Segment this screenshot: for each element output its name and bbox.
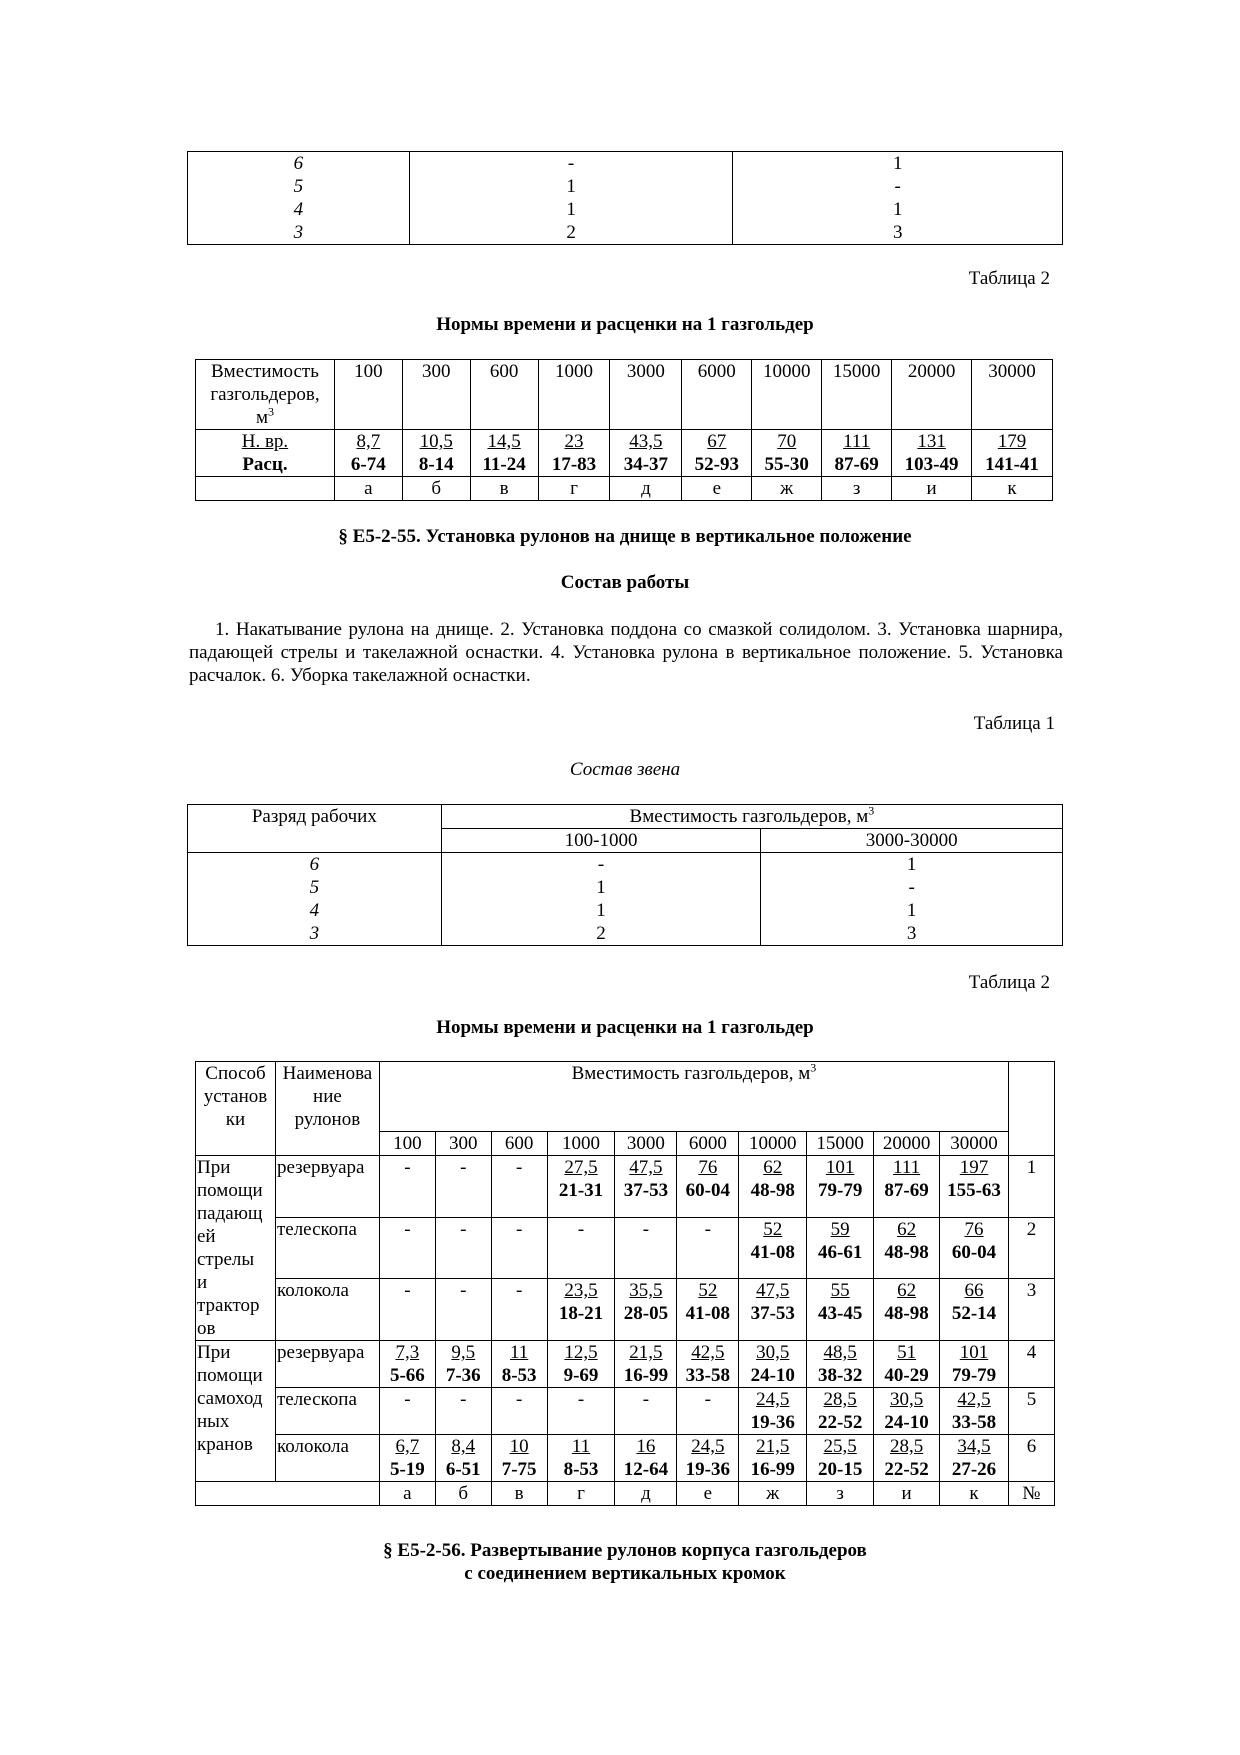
count-cell: 3 [761,922,1063,946]
norm-cell: 52 41-08 [677,1279,739,1341]
norm-cell: 30,5 24-10 [739,1341,807,1388]
grade-cell: 4 [188,899,442,922]
norm-cell: 9,5 7-36 [435,1341,491,1388]
capacity-header-cell: 1000 [538,360,610,430]
norm-cell: 24,5 19-36 [677,1435,739,1482]
table-row [188,175,1063,198]
norm-cell: 6,7 5-19 [379,1435,435,1482]
norm-cell: 30,5 24-10 [874,1388,940,1435]
norm-cell: - [615,1388,677,1435]
roll-name-cell: резервуара [275,1341,379,1388]
norm-cell: 35,5 28-05 [615,1279,677,1341]
section-heading: § Е5-2-55. Установка рулонов на днище в вертикальное положение [338,526,912,547]
installation-norms-table [195,1061,1055,1506]
norm-cell: 66 52-14 [940,1279,1009,1341]
column-letter: а [379,1482,435,1506]
norm-cell: 8,7 6-74 [334,430,402,477]
table-row [188,899,1063,922]
empty-cell [196,477,335,501]
norm-cell: 24,5 19-36 [739,1388,807,1435]
column-letter: г [547,1482,615,1506]
count-cell: 3 [733,221,1063,245]
norm-cell: - [547,1388,615,1435]
norm-cell: 59 46-61 [807,1217,874,1279]
norm-cell: - [435,1388,491,1435]
grade-cell: 6 [188,853,442,877]
norm-cell: 70 55-30 [752,430,822,477]
capacity-header-cell: 10000 [752,360,822,430]
norm-cell: - [547,1217,615,1279]
norm-cell: 23 17-83 [538,430,610,477]
roll-name-cell: резервуара [275,1156,379,1218]
grade-cell: 5 [188,175,410,198]
capacity-group-header: Вместимость газгольдеров, $м^3$ [441,805,1062,829]
norm-cell: - [379,1388,435,1435]
capacity-header-cell: 30000 [940,1132,1009,1156]
crew-table [187,804,1063,946]
column-letter: д [615,1482,677,1506]
section-heading: § Е5-2-56. Развертывание рулонов корпуса газгольдеров с соединением вертикальных кромок [383,1540,867,1584]
capacity-header-cell: 300 [402,360,470,430]
norm-cell: 11 8-53 [491,1341,547,1388]
grade-header: Разряд рабочих [188,805,442,853]
table-row [196,1435,1055,1482]
norm-cell: 67 52-93 [682,430,752,477]
norm-cell: - [435,1217,491,1279]
norm-cell: - [435,1156,491,1218]
norm-cell: 76 60-04 [677,1156,739,1218]
table-title: Нормы времени и расценки на 1 газгольдер [436,1017,814,1038]
norm-cell: 28,5 22-52 [807,1388,874,1435]
capacity-header-cell: 20000 [892,360,972,430]
column-letter: и [874,1482,940,1506]
column-letter: и [892,477,972,501]
capacity-header-cell: 300 [435,1132,491,1156]
count-cell: 1 [761,853,1063,877]
table-row [188,152,1063,176]
norm-cell: 21,5 16-99 [615,1341,677,1388]
capacity-header-cell: 10000 [739,1132,807,1156]
norm-cell: - [677,1388,739,1435]
norm-cell: 8,4 6-51 [435,1435,491,1482]
table-row [196,1217,1055,1279]
table-row [188,221,1063,245]
norm-cell: - [491,1156,547,1218]
norm-cell: 25,5 20-15 [807,1435,874,1482]
count-cell: 1 [441,876,761,899]
table-row [188,853,1063,877]
column-letter: е [677,1482,739,1506]
grade-cell: 4 [188,198,410,221]
count-cell: 1 [761,899,1063,922]
name-header: Наименова ние рулонов [275,1062,379,1156]
norm-cell: 179 141-41 [972,430,1053,477]
method-cell: При помощи самоход ных кранов [196,1341,276,1482]
capacity-header-cell: 1000 [547,1132,615,1156]
norm-cell: 101 79-79 [807,1156,874,1218]
row-number: 6 [1008,1435,1054,1482]
norm-cell: 23,5 18-21 [547,1279,615,1341]
column-letter: б [402,477,470,501]
count-cell: 1 [409,175,733,198]
capacity-header-cell: 15000 [822,360,892,430]
number-symbol: № [1008,1482,1054,1506]
norm-cell: 52 41-08 [739,1217,807,1279]
capacity-header-cell: 100 [379,1132,435,1156]
capacity-header-cell: 600 [491,1132,547,1156]
work-description: 1. Накатывание рулона на днище. 2. Установка поддона со смазкой солидолом. 3. Установка шарнира, падающей стрелы и такелажной оснастки. 4. Установка рулона в вертикальное положение. 5. Установка расчалок. 6. Уборка такелажной оснастки. [189,619,1063,686]
norm-cell: 16 12-64 [615,1435,677,1482]
column-letter: з [807,1482,874,1506]
capacity-header: Вместимость газгольдеров, $м^3$ [196,360,335,430]
norm-cell: 10,5 8-14 [402,430,470,477]
count-cell: - [441,853,761,877]
norm-cell: 12,5 9-69 [547,1341,615,1388]
capacity-header-cell: 6000 [682,360,752,430]
norm-cell: 28,5 22-52 [874,1435,940,1482]
empty-cell [1008,1062,1054,1156]
norm-cell: - [435,1279,491,1341]
norm-cell: - [491,1279,547,1341]
capacity-header-cell: 3000 [610,360,682,430]
norm-cell: 131 103-49 [892,430,972,477]
count-cell: - [409,152,733,176]
norm-cell: - [379,1156,435,1218]
column-letter: к [940,1482,1009,1506]
roll-name-cell: телескопа [275,1388,379,1435]
norm-cell: 62 48-98 [739,1156,807,1218]
capacity-group-header: Вместимость газгольдеров, $м^3$ [379,1062,1008,1132]
count-cell: 1 [733,152,1063,176]
column-letter: г [538,477,610,501]
capacity-header-cell: 20000 [874,1132,940,1156]
norm-cell: 48,5 38-32 [807,1341,874,1388]
count-cell: - [761,876,1063,899]
column-letter: е [682,477,752,501]
row-number: 5 [1008,1388,1054,1435]
norms-table [195,359,1053,501]
count-cell: 1 [733,198,1063,221]
method-header: Способ установ ки [196,1062,276,1156]
empty-cell [196,1482,380,1506]
norm-cell: 42,5 33-58 [940,1388,1009,1435]
norm-cell: 10 7-75 [491,1435,547,1482]
crew-table-continued [187,151,1063,245]
norm-cell: - [491,1217,547,1279]
table-label: Таблица 2 [968,268,1050,289]
norm-cell: 7,3 5-66 [379,1341,435,1388]
norm-cell: 51 40-29 [874,1341,940,1388]
table-row [188,198,1063,221]
row-number: 3 [1008,1279,1054,1341]
column-letter: а [334,477,402,501]
count-cell: 2 [409,221,733,245]
row-labels: Н. вр. Расц. [196,430,335,477]
grade-cell: 3 [188,221,410,245]
column-letter: ж [739,1482,807,1506]
norm-cell: 62 48-98 [874,1217,940,1279]
norm-cell: - [677,1217,739,1279]
norm-cell: - [491,1388,547,1435]
table-row [196,1341,1055,1388]
norm-cell: 111 87-69 [874,1156,940,1218]
column-letter: з [822,477,892,501]
column-letter: б [435,1482,491,1506]
column-letter: д [610,477,682,501]
column-letter: в [491,1482,547,1506]
norm-cell: 21,5 16-99 [739,1435,807,1482]
count-cell: - [733,175,1063,198]
norm-cell: 101 79-79 [940,1341,1009,1388]
norm-cell: 76 60-04 [940,1217,1009,1279]
norm-cell: 47,5 37-53 [739,1279,807,1341]
letters-row [196,1482,1055,1506]
roll-name-cell: колокола [275,1279,379,1341]
norm-cell: 197 155-63 [940,1156,1009,1218]
roll-name-cell: телескопа [275,1217,379,1279]
count-cell: 2 [441,922,761,946]
table-row [188,922,1063,946]
norm-cell: 47,5 37-53 [615,1156,677,1218]
method-cell: При помощи падающ ей стрелы и трактор ов [196,1156,276,1341]
subheading: Состав работы [560,572,690,593]
norm-cell: 14,5 11-24 [470,430,538,477]
grade-cell: 6 [188,152,410,176]
grade-cell: 3 [188,922,442,946]
table-row [196,1388,1055,1435]
norm-cell: 62 48-98 [874,1279,940,1341]
count-cell: 1 [409,198,733,221]
norm-cell: 11 8-53 [547,1435,615,1482]
roll-name-cell: колокола [275,1435,379,1482]
column-letter: к [972,477,1053,501]
capacity-header-cell: 30000 [972,360,1053,430]
norm-cell: - [615,1217,677,1279]
capacity-header-cell: 3000 [615,1132,677,1156]
capacity-header-cell: 600 [470,360,538,430]
column-letter: ж [752,477,822,501]
table-row [196,1279,1055,1341]
capacity-header-cell: 6000 [677,1132,739,1156]
norm-cell: 111 87-69 [822,430,892,477]
table-row [196,1156,1055,1218]
column-letter: в [470,477,538,501]
table-label: Таблица 2 [968,972,1050,993]
table-row [188,876,1063,899]
table-label: Таблица 1 [973,713,1055,734]
norm-cell: 55 43-45 [807,1279,874,1341]
capacity-header-cell: 15000 [807,1132,874,1156]
row-number: 1 [1008,1156,1054,1218]
norm-cell: 42,5 33-58 [677,1341,739,1388]
table-title: Состав звена [569,759,681,780]
norm-cell: - [379,1279,435,1341]
capacity-header-cell: 100 [334,360,402,430]
count-cell: 1 [441,899,761,922]
norm-cell: - [379,1217,435,1279]
norm-cell: 27,5 21-31 [547,1156,615,1218]
table-title: Нормы времени и расценки на 1 газгольдер [436,314,814,335]
norm-cell: 34,5 27-26 [940,1435,1009,1482]
grade-cell: 5 [188,876,442,899]
row-number: 2 [1008,1217,1054,1279]
row-number: 4 [1008,1341,1054,1388]
range-header: 3000-30000 [761,829,1063,853]
range-header: 100-1000 [441,829,761,853]
norm-cell: 43,5 34-37 [610,430,682,477]
